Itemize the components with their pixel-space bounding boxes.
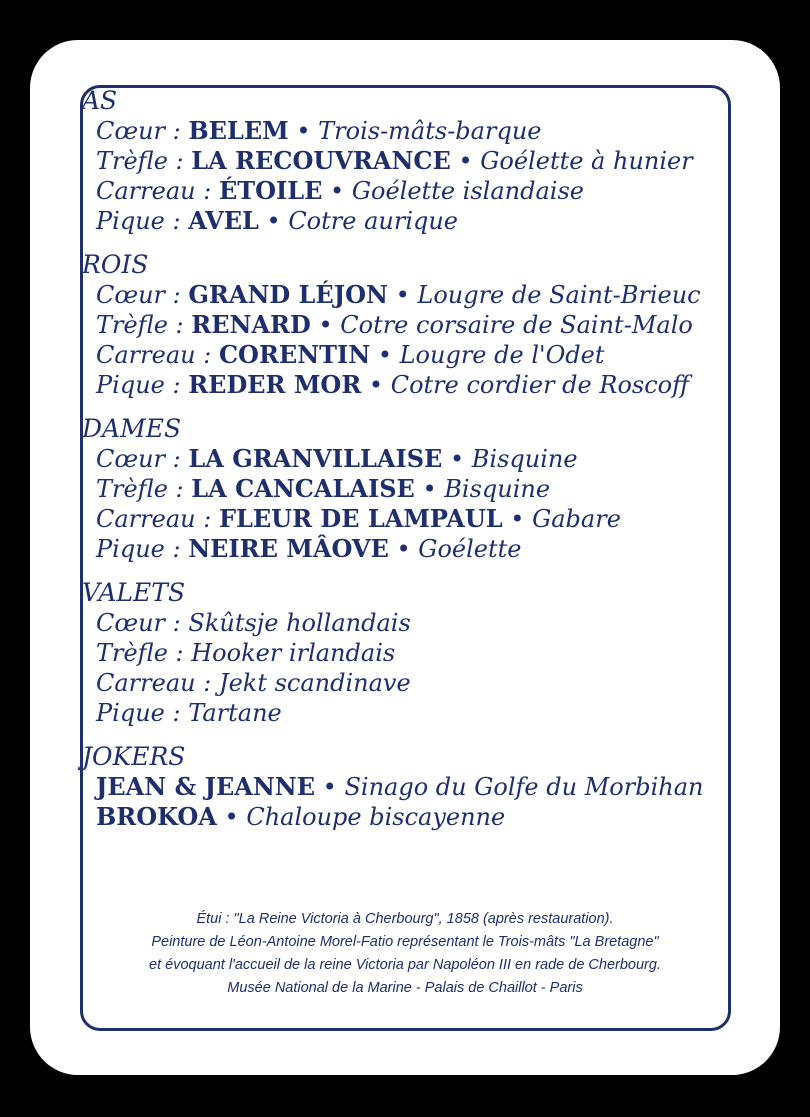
ship-type: Bisquine	[444, 475, 551, 503]
suit-label: Cœur :	[96, 609, 181, 637]
caption-line: Peinture de Léon-Antoine Morel-Fatio représentant le Trois-mâts "La Bretagne"	[151, 934, 659, 950]
section-as	[82, 86, 722, 236]
ship-type: Cotre cordier de Roscoff	[390, 371, 690, 399]
ship-name: FLEUR DE LAMPAUL	[218, 504, 503, 533]
separator: •	[510, 505, 525, 533]
separator: •	[266, 207, 281, 235]
entry-row	[82, 280, 722, 310]
suit-label: Trèfle :	[96, 147, 184, 175]
ship-type: Lougre de l'Odet	[399, 341, 605, 369]
entry-row	[82, 370, 722, 400]
ship-name: LA RECOUVRANCE	[191, 146, 451, 175]
ship-type: Lougre de Saint-Brieuc	[417, 281, 701, 309]
caption-line: et évoquant l'accueil de la reine Victoria par Napoléon III en rade de Cherbourg.	[149, 957, 661, 973]
suit-label: Carreau :	[96, 341, 212, 369]
suit-label: Carreau :	[96, 177, 212, 205]
caption	[80, 908, 730, 1000]
entry-row	[82, 176, 722, 206]
entry-row	[82, 474, 722, 504]
separator: •	[330, 177, 345, 205]
suit-label: Cœur :	[96, 281, 181, 309]
entry-row	[82, 340, 722, 370]
section-heading: JOKERS	[82, 742, 186, 771]
entry-row	[82, 444, 722, 474]
entry-row	[82, 608, 722, 638]
ship-type: Chaloupe biscayenne	[246, 803, 506, 831]
card-legend	[82, 86, 722, 846]
separator: •	[322, 773, 337, 801]
entry-row	[82, 772, 722, 802]
ship-type: Cotre aurique	[288, 207, 459, 235]
section-heading: ROIS	[82, 250, 149, 279]
entry-row	[82, 802, 722, 832]
separator: •	[296, 117, 311, 145]
ship-name: LA GRANVILLAISE	[188, 444, 443, 473]
ship-type: Cotre corsaire de Saint-Malo	[340, 311, 693, 339]
section-dames	[82, 414, 722, 564]
section-jokers	[82, 742, 722, 832]
caption-line: Étui : "La Reine Victoria à Cherbourg", 1858 (après restauration).	[196, 911, 614, 927]
ship-type: Bisquine	[471, 445, 578, 473]
ship-type: Gabare	[532, 505, 621, 533]
suit-label: Pique :	[96, 699, 181, 727]
ship-type: Goélette islandaise	[351, 177, 584, 205]
section-heading: VALETS	[82, 578, 186, 607]
entry-row	[82, 698, 722, 728]
suit-label: Carreau :	[96, 669, 212, 697]
entry-row	[82, 116, 722, 146]
ship-name: RENARD	[191, 310, 311, 339]
ship-type: Skûtsje hollandais	[188, 609, 411, 637]
separator: •	[224, 803, 239, 831]
suit-label: Pique :	[96, 535, 181, 563]
ship-name: REDER MOR	[188, 370, 362, 399]
suit-label: Trèfle :	[96, 311, 184, 339]
ship-name: JEAN & JEANNE	[96, 772, 316, 801]
suit-label: Cœur :	[96, 117, 181, 145]
separator: •	[422, 475, 437, 503]
ship-type: Goélette à hunier	[480, 147, 693, 175]
ship-name: AVEL	[188, 206, 259, 235]
section-valets	[82, 578, 722, 728]
suit-label: Cœur :	[96, 445, 181, 473]
ship-type: Trois-mâts-barque	[318, 117, 542, 145]
suit-label: Carreau :	[96, 505, 212, 533]
separator: •	[368, 371, 384, 399]
separator: •	[396, 535, 411, 563]
entry-row	[82, 534, 722, 564]
entry-row	[82, 504, 722, 534]
ship-type: Sinago du Golfe du Morbihan	[344, 773, 704, 801]
entry-row	[82, 310, 722, 340]
ship-type: Tartane	[188, 699, 282, 727]
separator: •	[449, 445, 465, 473]
ship-name: ÉTOILE	[218, 176, 323, 205]
ship-name: GRAND LÉJON	[188, 280, 388, 309]
caption-line: Musée National de la Marine - Palais de Chaillot - Paris	[227, 980, 583, 996]
suit-label: Trèfle :	[96, 639, 184, 667]
entry-row	[82, 638, 722, 668]
suit-label: Trèfle :	[96, 475, 184, 503]
ship-name: LA CANCALAISE	[191, 474, 415, 503]
suit-label: Pique :	[96, 207, 181, 235]
entry-row	[82, 668, 722, 698]
ship-name: NEIRE MÂOVE	[188, 534, 389, 563]
ship-name: BROKOA	[96, 802, 217, 831]
separator: •	[395, 281, 410, 309]
ship-type: Goélette	[418, 535, 522, 563]
ship-type: Jekt scandinave	[218, 669, 411, 697]
separator: •	[377, 341, 392, 369]
separator: •	[318, 311, 333, 339]
ship-type: Hooker irlandais	[191, 639, 396, 667]
ship-name: CORENTIN	[218, 340, 371, 369]
section-heading: AS	[82, 86, 118, 115]
separator: •	[458, 147, 473, 175]
entry-row	[82, 146, 722, 176]
suit-label: Pique :	[96, 371, 181, 399]
section-heading: DAMES	[82, 414, 182, 443]
section-rois	[82, 250, 722, 400]
entry-row	[82, 206, 722, 236]
ship-name: BELEM	[188, 116, 289, 145]
